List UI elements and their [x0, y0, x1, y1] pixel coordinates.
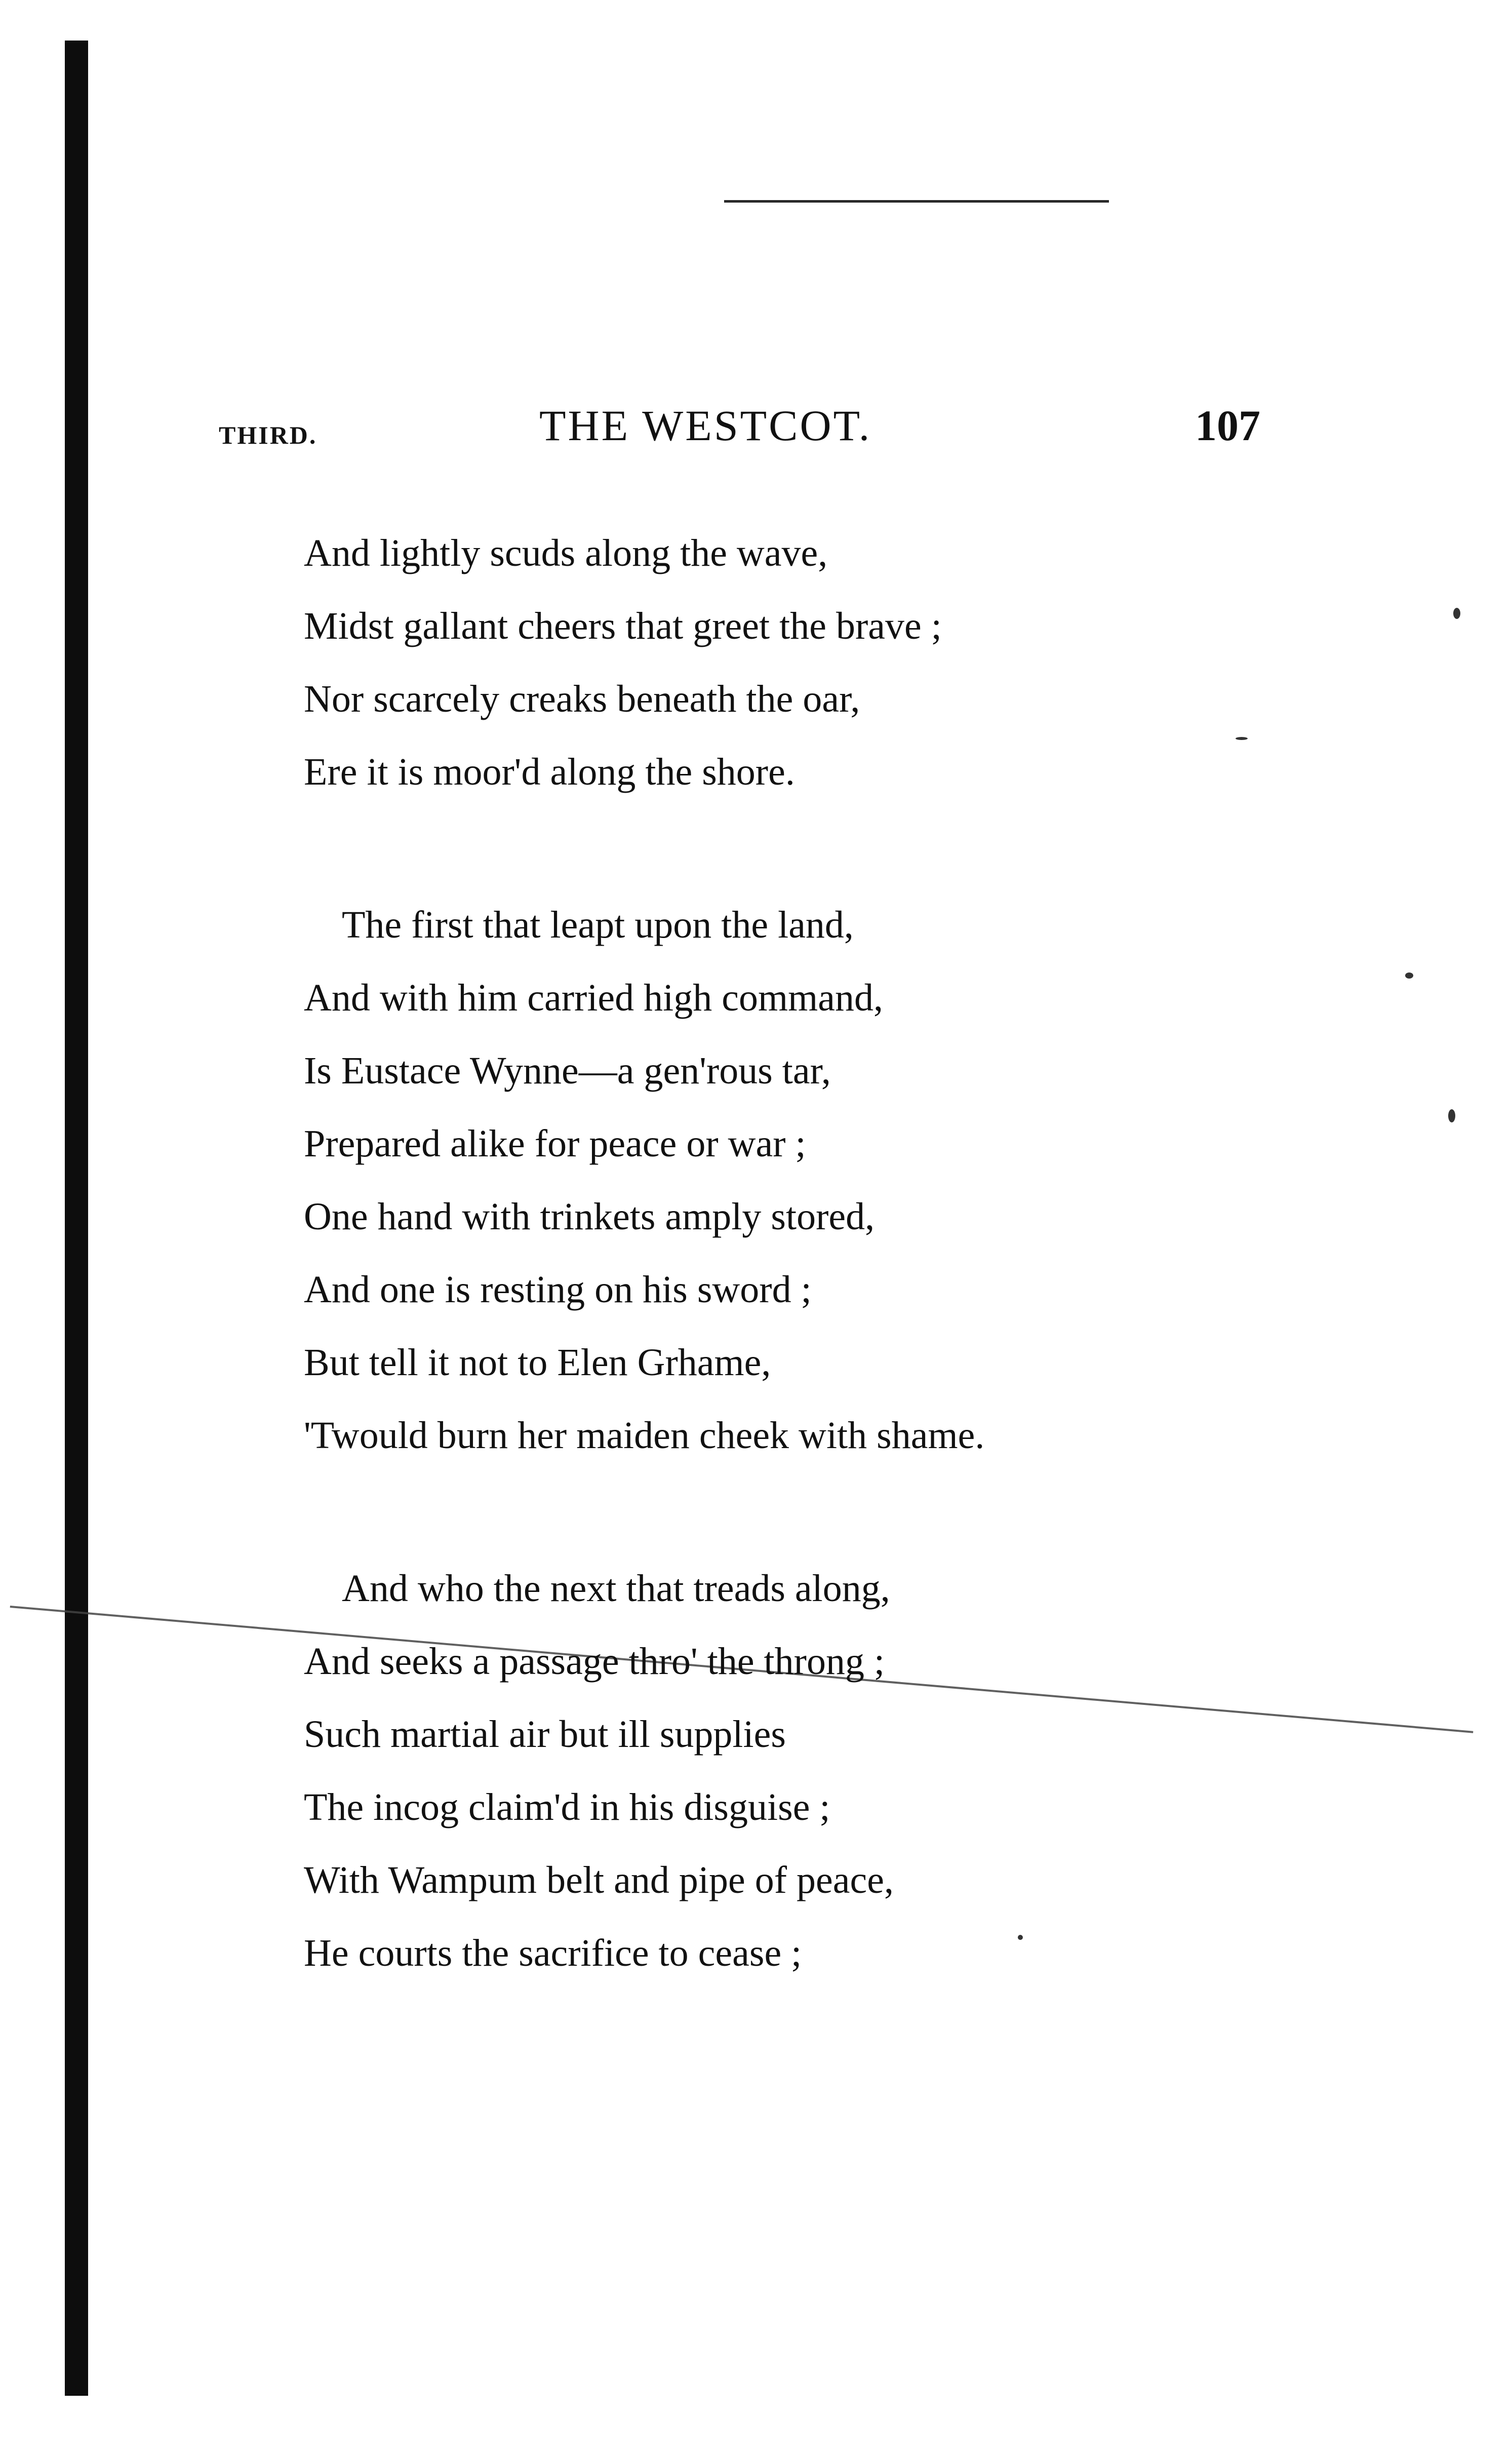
- poem-body: [304, 517, 1418, 2070]
- verse-line: The first that leapt upon the land,: [342, 904, 854, 946]
- running-head: [0, 400, 1512, 461]
- verse-line: Prepared alike for peace or war ;: [304, 1122, 806, 1165]
- verse-line: Is Eustace Wynne—a gen'rous tar,: [304, 1049, 831, 1092]
- verse-line: But tell it not to Elen Grhame,: [304, 1341, 771, 1384]
- page-number: 107: [1195, 401, 1260, 450]
- verse-line: He courts the sacrifice to cease ;: [304, 1932, 802, 1974]
- verse-line: And one is resting on his sword ;: [304, 1268, 812, 1311]
- top-rule: [724, 200, 1109, 203]
- section-label: THIRD.: [219, 421, 317, 449]
- stanza: [304, 888, 1418, 1472]
- verse-line: And seeks a passage thro' the throng ;: [304, 1640, 885, 1683]
- verse-line: Nor scarcely creaks beneath the oar,: [304, 678, 860, 720]
- verse-line: And with him carried high command,: [304, 977, 883, 1019]
- stanza: [304, 1552, 1418, 1990]
- verse-line: Midst gallant cheers that greet the brave ;: [304, 605, 942, 647]
- verse-line: With Wampum belt and pipe of peace,: [304, 1859, 894, 1901]
- binding-edge: [65, 41, 88, 2396]
- ink-speck: [1453, 608, 1460, 619]
- verse-line: One hand with trinkets amply stored,: [304, 1195, 875, 1238]
- page-title: THE WESTCOT.: [539, 401, 872, 450]
- verse-line: And lightly scuds along the wave,: [304, 532, 828, 574]
- verse-line: And who the next that treads along,: [342, 1567, 890, 1610]
- verse-line: 'Twould burn her maiden cheek with shame.: [304, 1414, 985, 1457]
- verse-line: Such martial air but ill supplies: [304, 1713, 786, 1756]
- verse-line: The incog claim'd in his disguise ;: [304, 1786, 830, 1828]
- ink-speck: [1448, 1109, 1455, 1122]
- verse-line: Ere it is moor'd along the shore.: [304, 751, 795, 793]
- stanza: [304, 517, 1418, 808]
